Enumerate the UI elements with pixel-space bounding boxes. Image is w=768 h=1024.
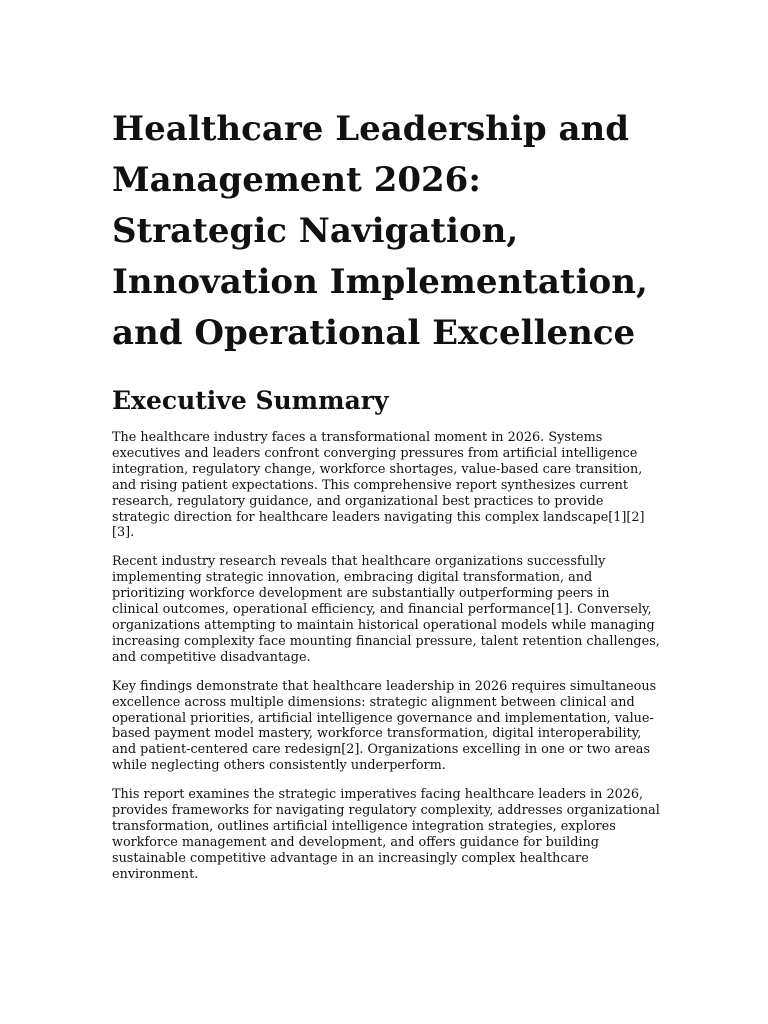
paragraph-4: This report examines the strategic imperatives facing healthcare leaders in 2026, provides frameworks for navigating regulatory complexity, addresses organizational transformation, outlines artificial intelligence integration strategies, explores workforce management and development, and offers guidance for building sustainable competitive advantage in an increasingly complex healthcare environment. — [112, 787, 660, 882]
paragraph-1: The healthcare industry faces a transformational moment in 2026. Systems executives and leaders confront converging pressures from artificial intelligence integration, regulatory change, workforce shortages, value-based care transition, and rising patient expectations. This comprehensive report synthesizes current research, regulatory guidance, and organizational best practices to provide strategic direction for healthcare leaders navigating this complex landscape[1][2][3]. — [112, 430, 645, 541]
section-heading-executive-summary: Executive Summary — [112, 386, 389, 415]
document-title: Healthcare Leadership and Management 2026: Strategic Navigation, Innovation Implementation, and Operational Excellence — [112, 109, 648, 353]
paragraph-2: Recent industry research reveals that healthcare organizations successfully implementing strategic innovation, embracing digital transformation, and prioritizing workforce development are substantially outperforming peers in clinical outcomes, operational efficiency, and financial performance[1]. Conversely, organizations attempting to maintain historical operational models while managing increasing complexity face mounting financial pressure, talent retention challenges, and competitive disadvantage. — [112, 554, 660, 665]
document-page — [112, 104, 660, 896]
paragraph-3: Key findings demonstrate that healthcare leadership in 2026 requires simultaneous excellence across multiple dimensions: strategic alignment between clinical and operational priorities, artificial intelligence governance and implementation, value-based payment model mastery, workforce transformation, digital interoperability, and patient-centered care redesign[2]. Organizations excelling in one or two areas while neglecting others consistently underperform. — [112, 678, 657, 774]
